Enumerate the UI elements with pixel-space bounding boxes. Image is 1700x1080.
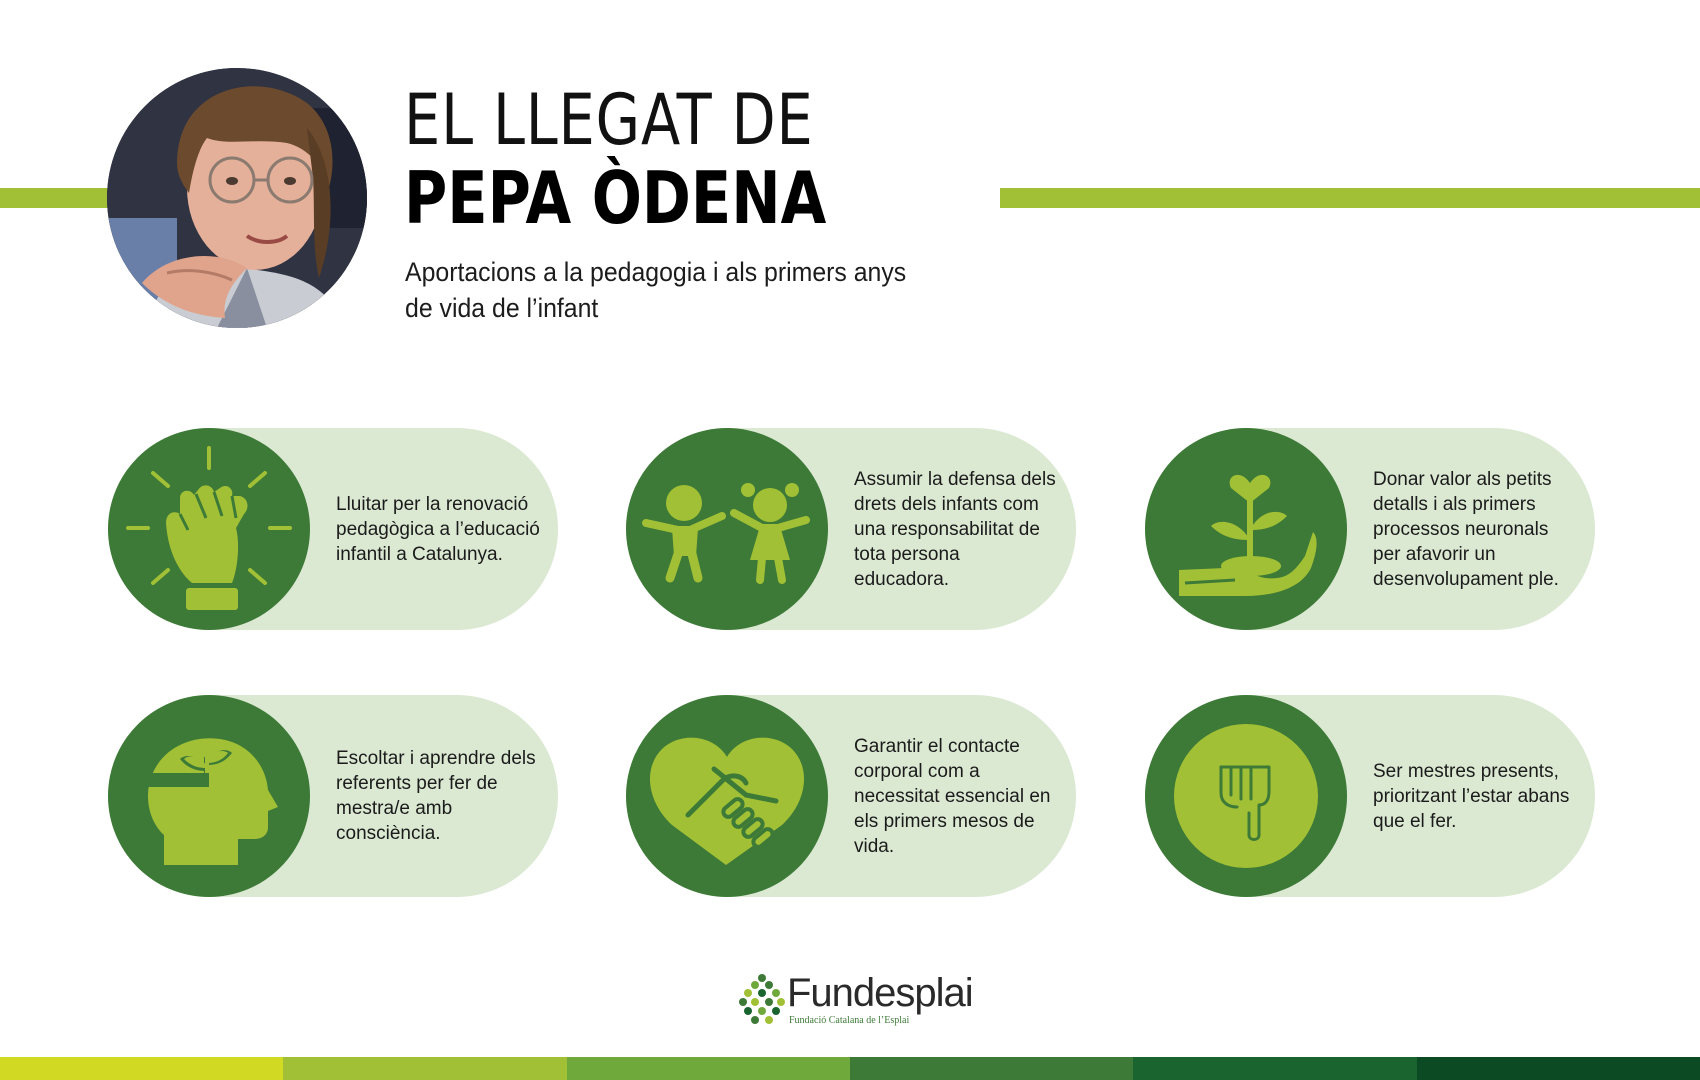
card-text: Assumir la defensa dels drets dels infants com una responsabilitat de tota persona educadora. (854, 468, 1056, 590)
icon-circle (1145, 695, 1347, 897)
icon-circle (1145, 428, 1347, 630)
accent-line-left (0, 188, 120, 208)
logo-wordmark: Fundesplai (787, 971, 973, 1015)
icon-circle (108, 695, 310, 897)
hand-plant-icon (1145, 428, 1347, 630)
portrait-photo (107, 68, 367, 328)
card-text: Escoltar i aprendre dels referents per fer de mestra/e amb consciència. (336, 748, 536, 844)
card-text: Donar valor als petits detalls i als primers processos neuronals per afavorir un desenvolupament ple. (1373, 468, 1559, 590)
footer-stripe (1133, 1057, 1416, 1080)
accent-line-right (1000, 188, 1700, 208)
page-title-line2: PEPA ÒDENA (404, 156, 827, 240)
icon-circle (626, 428, 828, 630)
footer-stripe (1417, 1057, 1700, 1080)
logo-tagline: Fundació Catalana de l’Esplai (789, 1015, 910, 1026)
footer-stripe (850, 1057, 1133, 1080)
card-text: Garantir el contacte corporal com a necessitat essencial en els primers mesos de vida. (854, 735, 1051, 857)
page-subtitle: Aportacions a la pedagogia i als primers anys de vida de l’infant (405, 257, 907, 323)
card-text: Ser mestres presents, prioritzant l’estar abans que el fer. (1373, 760, 1570, 832)
page-title-line1: EL LLEGAT DE (404, 79, 814, 161)
clock-hand-icon (1145, 695, 1347, 897)
footer-color-bar (0, 1057, 1700, 1080)
card-renovacio (108, 428, 558, 630)
card-drets-infants (626, 428, 1076, 630)
head-plant-icon (108, 695, 310, 897)
fundesplai-logo (737, 970, 973, 1030)
icon-circle (108, 428, 310, 630)
card-petits-detalls (1145, 428, 1595, 630)
raised-fist-icon (108, 428, 310, 630)
logo-leaf-icon (737, 972, 787, 1028)
footer-stripe (567, 1057, 850, 1080)
icon-circle (626, 695, 828, 897)
footer-stripe (283, 1057, 566, 1080)
card-contacte-corporal (626, 695, 1076, 897)
card-text: Lluitar per la renovació pedagògica a l’educació infantil a Catalunya. (336, 493, 540, 565)
card-mestres-presents (1145, 695, 1595, 897)
card-referents (108, 695, 558, 897)
children-icon (626, 428, 828, 630)
footer-stripe (0, 1057, 283, 1080)
heart-handshake-icon (626, 695, 828, 897)
